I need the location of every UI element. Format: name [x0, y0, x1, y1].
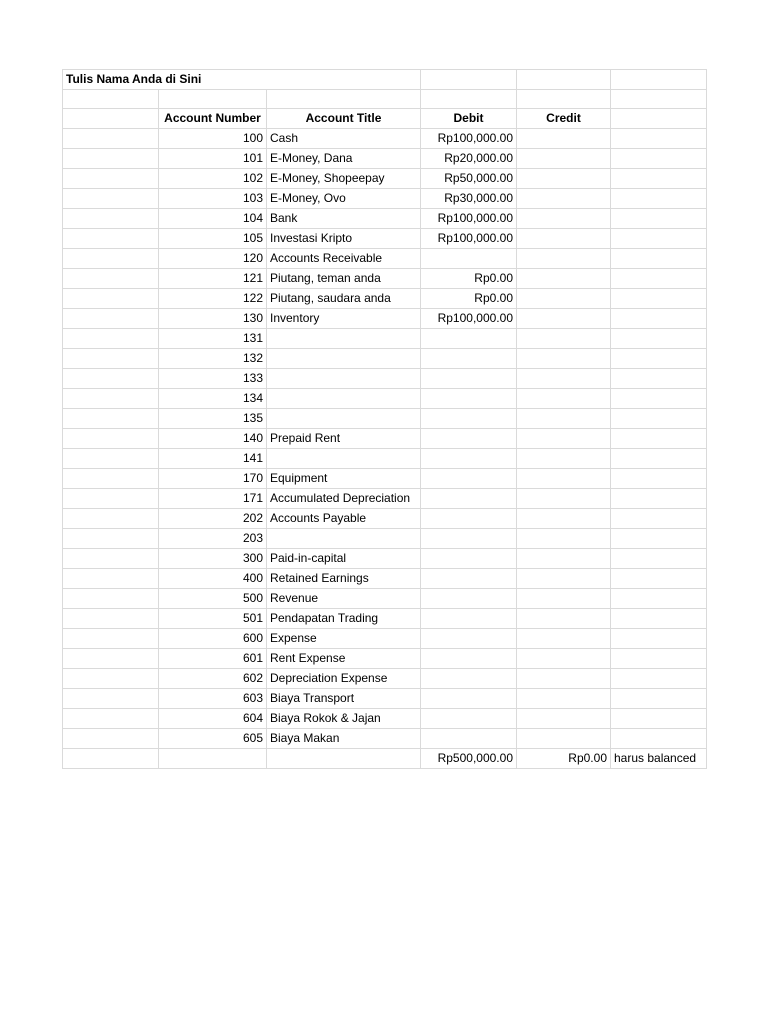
credit-cell[interactable] [517, 509, 611, 529]
account-title-cell[interactable]: Prepaid Rent [267, 429, 421, 449]
account-title-cell[interactable]: Paid-in-capital [267, 549, 421, 569]
account-row [63, 569, 707, 589]
debit-cell[interactable]: Rp0.00 [421, 269, 517, 289]
sheet-title[interactable]: Tulis Nama Anda di Sini [63, 70, 421, 90]
empty-cell[interactable] [611, 469, 707, 489]
empty-cell[interactable] [611, 229, 707, 249]
credit-cell[interactable] [517, 649, 611, 669]
empty-cell[interactable] [63, 90, 159, 109]
debit-cell[interactable]: Rp50,000.00 [421, 169, 517, 189]
total-debit-cell[interactable]: Rp500,000.00 [421, 749, 517, 769]
empty-cell[interactable] [63, 229, 159, 249]
empty-cell[interactable] [611, 90, 707, 109]
credit-cell[interactable] [517, 329, 611, 349]
empty-cell[interactable] [63, 549, 159, 569]
empty-cell[interactable] [63, 149, 159, 169]
account-number-cell[interactable]: 171 [159, 489, 267, 509]
credit-cell[interactable] [517, 429, 611, 449]
empty-cell[interactable] [63, 509, 159, 529]
header-credit[interactable]: Credit [517, 109, 611, 129]
empty-cell[interactable] [611, 669, 707, 689]
debit-cell[interactable] [421, 709, 517, 729]
debit-cell[interactable] [421, 629, 517, 649]
account-row [63, 529, 707, 549]
empty-cell[interactable] [611, 129, 707, 149]
empty-cell[interactable] [421, 70, 517, 90]
account-number-cell[interactable]: 600 [159, 629, 267, 649]
empty-cell[interactable] [63, 689, 159, 709]
empty-cell[interactable] [611, 609, 707, 629]
empty-cell[interactable] [63, 129, 159, 149]
credit-cell[interactable] [517, 569, 611, 589]
account-row [63, 209, 707, 229]
account-number-cell[interactable]: 133 [159, 369, 267, 389]
account-title-cell[interactable]: Biaya Transport [267, 689, 421, 709]
debit-cell[interactable]: Rp100,000.00 [421, 129, 517, 149]
empty-cell[interactable] [611, 109, 707, 129]
empty-cell[interactable] [611, 209, 707, 229]
account-title-cell[interactable]: Revenue [267, 589, 421, 609]
empty-cell[interactable] [63, 189, 159, 209]
account-title-cell[interactable]: Piutang, teman anda [267, 269, 421, 289]
debit-cell[interactable] [421, 369, 517, 389]
debit-cell[interactable] [421, 529, 517, 549]
account-number-cell[interactable]: 141 [159, 449, 267, 469]
account-row [63, 149, 707, 169]
account-row [63, 709, 707, 729]
debit-cell[interactable] [421, 509, 517, 529]
debit-cell[interactable] [421, 389, 517, 409]
debit-cell[interactable] [421, 429, 517, 449]
debit-cell[interactable]: Rp0.00 [421, 289, 517, 309]
debit-cell[interactable] [421, 589, 517, 609]
empty-cell[interactable] [611, 429, 707, 449]
debit-cell[interactable] [421, 329, 517, 349]
debit-cell[interactable] [421, 609, 517, 629]
empty-cell[interactable] [611, 629, 707, 649]
account-title-cell[interactable]: Depreciation Expense [267, 669, 421, 689]
credit-cell[interactable] [517, 189, 611, 209]
debit-cell[interactable]: Rp100,000.00 [421, 229, 517, 249]
credit-cell[interactable] [517, 729, 611, 749]
empty-cell[interactable] [611, 589, 707, 609]
account-row [63, 429, 707, 449]
debit-cell[interactable] [421, 349, 517, 369]
empty-cell[interactable] [63, 409, 159, 429]
account-row [63, 629, 707, 649]
empty-cell[interactable] [63, 309, 159, 329]
account-number-cell[interactable]: 135 [159, 409, 267, 429]
debit-cell[interactable]: Rp20,000.00 [421, 149, 517, 169]
account-number-cell[interactable]: 300 [159, 549, 267, 569]
account-title-cell[interactable]: Investasi Kripto [267, 229, 421, 249]
empty-cell[interactable] [63, 109, 159, 129]
credit-cell[interactable] [517, 269, 611, 289]
credit-cell[interactable] [517, 149, 611, 169]
empty-cell[interactable] [611, 689, 707, 709]
empty-cell[interactable] [63, 269, 159, 289]
account-title-cell[interactable]: E-Money, Dana [267, 149, 421, 169]
account-number-cell[interactable]: 102 [159, 169, 267, 189]
account-title-cell[interactable]: Biaya Rokok & Jajan [267, 709, 421, 729]
credit-cell[interactable] [517, 469, 611, 489]
account-row [63, 609, 707, 629]
header-row [63, 109, 707, 129]
empty-cell[interactable] [63, 249, 159, 269]
debit-cell[interactable] [421, 409, 517, 429]
credit-cell[interactable] [517, 169, 611, 189]
account-number-cell[interactable]: 202 [159, 509, 267, 529]
total-credit-cell[interactable]: Rp0.00 [517, 749, 611, 769]
account-row [63, 729, 707, 749]
debit-cell[interactable] [421, 649, 517, 669]
empty-cell[interactable] [517, 70, 611, 90]
credit-cell[interactable] [517, 529, 611, 549]
account-number-cell[interactable]: 605 [159, 729, 267, 749]
credit-cell[interactable] [517, 449, 611, 469]
account-number-cell[interactable]: 104 [159, 209, 267, 229]
empty-cell[interactable] [611, 369, 707, 389]
debit-cell[interactable]: Rp30,000.00 [421, 189, 517, 209]
account-title-cell[interactable]: E-Money, Shopeepay [267, 169, 421, 189]
account-title-cell[interactable]: Cash [267, 129, 421, 149]
credit-cell[interactable] [517, 349, 611, 369]
account-row [63, 449, 707, 469]
credit-cell[interactable] [517, 409, 611, 429]
debit-cell[interactable] [421, 469, 517, 489]
empty-cell[interactable] [63, 209, 159, 229]
account-number-cell[interactable]: 103 [159, 189, 267, 209]
account-number-cell[interactable]: 500 [159, 589, 267, 609]
empty-cell[interactable] [611, 149, 707, 169]
account-number-cell[interactable]: 130 [159, 309, 267, 329]
credit-cell[interactable] [517, 229, 611, 249]
account-number-cell[interactable]: 105 [159, 229, 267, 249]
account-title-cell[interactable] [267, 389, 421, 409]
empty-cell[interactable] [611, 549, 707, 569]
empty-cell[interactable] [611, 309, 707, 329]
empty-cell[interactable] [611, 269, 707, 289]
account-row [63, 509, 707, 529]
debit-cell[interactable] [421, 569, 517, 589]
account-number-cell[interactable]: 501 [159, 609, 267, 629]
empty-cell[interactable] [611, 249, 707, 269]
account-title-cell[interactable]: Rent Expense [267, 649, 421, 669]
account-number-cell[interactable]: 170 [159, 469, 267, 489]
empty-cell[interactable] [159, 749, 267, 769]
account-title-cell[interactable]: Pendapatan Trading [267, 609, 421, 629]
account-number-cell[interactable]: 203 [159, 529, 267, 549]
account-number-cell[interactable]: 120 [159, 249, 267, 269]
account-row [63, 489, 707, 509]
empty-cell[interactable] [611, 189, 707, 209]
empty-cell[interactable] [63, 649, 159, 669]
blank-row [63, 90, 707, 109]
account-row [63, 649, 707, 669]
empty-cell[interactable] [63, 369, 159, 389]
account-row [63, 669, 707, 689]
empty-cell[interactable] [63, 669, 159, 689]
account-row [63, 129, 707, 149]
empty-cell[interactable] [63, 289, 159, 309]
empty-cell[interactable] [63, 329, 159, 349]
account-row [63, 329, 707, 349]
credit-cell[interactable] [517, 629, 611, 649]
empty-cell[interactable] [267, 749, 421, 769]
account-title-cell[interactable]: Accounts Receivable [267, 249, 421, 269]
header-debit[interactable]: Debit [421, 109, 517, 129]
credit-cell[interactable] [517, 549, 611, 569]
debit-cell[interactable]: Rp100,000.00 [421, 209, 517, 229]
empty-cell[interactable] [611, 569, 707, 589]
header-account-number[interactable]: Account Number [159, 109, 267, 129]
account-title-cell[interactable] [267, 409, 421, 429]
account-row [63, 289, 707, 309]
account-number-cell[interactable]: 604 [159, 709, 267, 729]
account-title-cell[interactable]: Inventory [267, 309, 421, 329]
account-title-cell[interactable]: Piutang, saudara anda [267, 289, 421, 309]
account-number-cell[interactable]: 121 [159, 269, 267, 289]
empty-cell[interactable] [611, 649, 707, 669]
account-row [63, 409, 707, 429]
empty-cell[interactable] [63, 529, 159, 549]
account-row [63, 169, 707, 189]
empty-cell[interactable] [63, 429, 159, 449]
empty-cell[interactable] [611, 389, 707, 409]
trial-balance-sheet [62, 69, 707, 769]
empty-cell[interactable] [611, 529, 707, 549]
account-title-cell[interactable] [267, 329, 421, 349]
account-title-cell[interactable] [267, 369, 421, 389]
empty-cell[interactable] [611, 709, 707, 729]
account-row [63, 189, 707, 209]
account-title-cell[interactable]: Accounts Payable [267, 509, 421, 529]
account-row [63, 689, 707, 709]
empty-cell[interactable] [611, 70, 707, 90]
account-row [63, 349, 707, 369]
credit-cell[interactable] [517, 689, 611, 709]
account-number-cell[interactable]: 101 [159, 149, 267, 169]
account-title-cell[interactable]: E-Money, Ovo [267, 189, 421, 209]
empty-cell[interactable] [63, 749, 159, 769]
account-title-cell[interactable]: Retained Earnings [267, 569, 421, 589]
empty-cell[interactable] [63, 629, 159, 649]
debit-cell[interactable] [421, 489, 517, 509]
empty-cell[interactable] [611, 409, 707, 429]
account-row [63, 269, 707, 289]
empty-cell[interactable] [63, 489, 159, 509]
empty-cell[interactable] [611, 489, 707, 509]
account-row [63, 469, 707, 489]
account-number-cell[interactable]: 602 [159, 669, 267, 689]
account-title-cell[interactable] [267, 529, 421, 549]
account-number-cell[interactable]: 140 [159, 429, 267, 449]
credit-cell[interactable] [517, 709, 611, 729]
account-title-cell[interactable]: Biaya Makan [267, 729, 421, 749]
account-row [63, 249, 707, 269]
debit-cell[interactable] [421, 729, 517, 749]
empty-cell[interactable] [611, 329, 707, 349]
empty-cell[interactable] [611, 169, 707, 189]
empty-cell[interactable] [611, 729, 707, 749]
credit-cell[interactable] [517, 489, 611, 509]
account-number-cell[interactable]: 134 [159, 389, 267, 409]
account-number-cell[interactable]: 122 [159, 289, 267, 309]
credit-cell[interactable] [517, 669, 611, 689]
account-number-cell[interactable]: 100 [159, 129, 267, 149]
empty-cell[interactable] [63, 729, 159, 749]
debit-cell[interactable] [421, 449, 517, 469]
debit-cell[interactable] [421, 669, 517, 689]
account-number-cell[interactable]: 132 [159, 349, 267, 369]
account-title-cell[interactable] [267, 349, 421, 369]
credit-cell[interactable] [517, 289, 611, 309]
empty-cell[interactable] [421, 90, 517, 109]
account-row [63, 589, 707, 609]
account-row [63, 369, 707, 389]
credit-cell[interactable] [517, 589, 611, 609]
sheet-body [63, 70, 707, 769]
credit-cell[interactable] [517, 249, 611, 269]
account-row [63, 549, 707, 569]
debit-cell[interactable] [421, 689, 517, 709]
debit-cell[interactable] [421, 249, 517, 269]
account-row [63, 389, 707, 409]
debit-cell[interactable]: Rp100,000.00 [421, 309, 517, 329]
empty-cell[interactable] [63, 469, 159, 489]
account-title-cell[interactable]: Expense [267, 629, 421, 649]
empty-cell[interactable] [63, 169, 159, 189]
header-account-title[interactable]: Account Title [267, 109, 421, 129]
credit-cell[interactable] [517, 209, 611, 229]
credit-cell[interactable] [517, 309, 611, 329]
empty-cell[interactable] [63, 569, 159, 589]
empty-cell[interactable] [611, 449, 707, 469]
credit-cell[interactable] [517, 369, 611, 389]
account-number-cell[interactable]: 603 [159, 689, 267, 709]
empty-cell[interactable] [63, 609, 159, 629]
empty-cell[interactable] [611, 349, 707, 369]
balance-note-cell[interactable]: harus balanced [611, 749, 707, 769]
empty-cell[interactable] [611, 509, 707, 529]
account-row [63, 309, 707, 329]
account-title-cell[interactable] [267, 449, 421, 469]
empty-cell[interactable] [267, 90, 421, 109]
credit-cell[interactable] [517, 609, 611, 629]
credit-cell[interactable] [517, 129, 611, 149]
account-title-cell[interactable]: Bank [267, 209, 421, 229]
empty-cell[interactable] [63, 389, 159, 409]
title-row [63, 70, 707, 90]
empty-cell[interactable] [63, 449, 159, 469]
account-row [63, 229, 707, 249]
empty-cell[interactable] [611, 289, 707, 309]
empty-cell[interactable] [159, 90, 267, 109]
empty-cell[interactable] [63, 589, 159, 609]
account-title-cell[interactable]: Accumulated Depreciation [267, 489, 421, 509]
account-number-cell[interactable]: 601 [159, 649, 267, 669]
debit-cell[interactable] [421, 549, 517, 569]
empty-cell[interactable] [63, 349, 159, 369]
empty-cell[interactable] [63, 709, 159, 729]
credit-cell[interactable] [517, 389, 611, 409]
account-title-cell[interactable]: Equipment [267, 469, 421, 489]
account-number-cell[interactable]: 400 [159, 569, 267, 589]
account-number-cell[interactable]: 131 [159, 329, 267, 349]
empty-cell[interactable] [517, 90, 611, 109]
totals-row [63, 749, 707, 769]
